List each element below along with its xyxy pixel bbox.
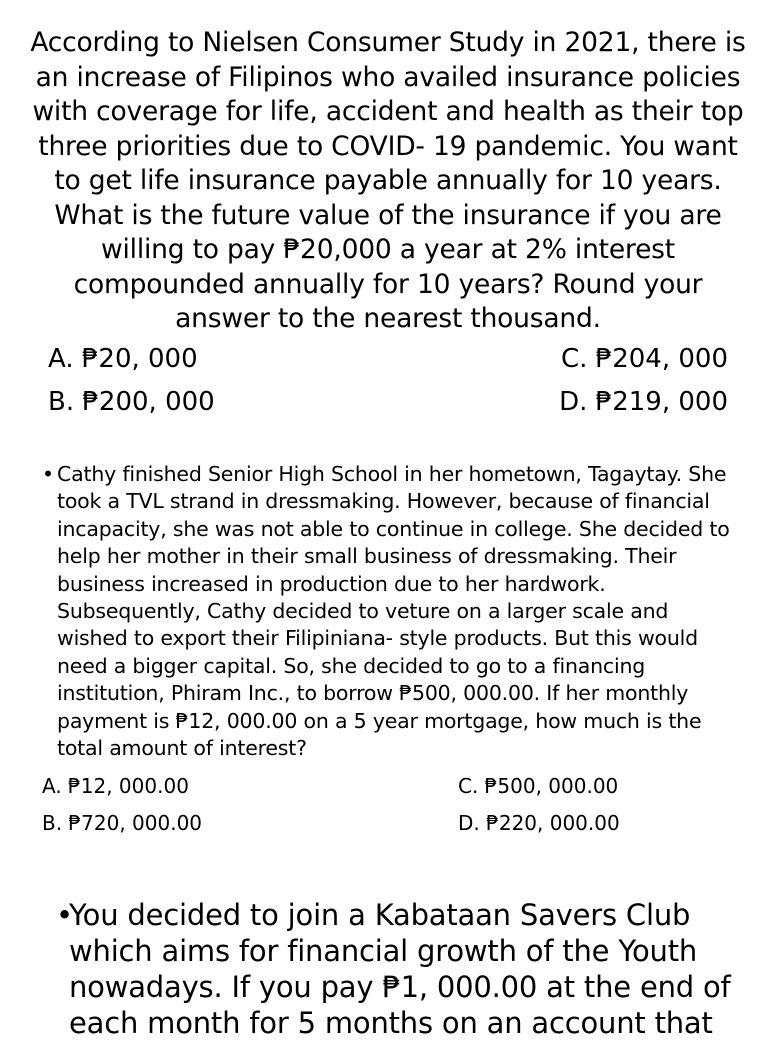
- question-2-choice-c[interactable]: C. ₱500, 000.00: [458, 774, 619, 798]
- question-2: [42, 461, 742, 762]
- question-1-choices-row-2: [48, 386, 728, 418]
- question-1-text: According to Nielsen Consumer Study in 2021, there is an increase of Filipinos who availed insurance policies with coverage for life, accident and health as their top three priorities due to COVID- 19 pandemic. You want to get life insurance payable annually for 10 years. What is the future value of the insurance if you are willing to pay ₱20,000 a year at 2% interest compounded annually for 10 years? Round your answer to the nearest thousand.: [30, 27, 746, 334]
- question-2-text: Cathy finished Senior High School in her hometown, Tagaytay. She took a TVL strand in dressmaking. However, because of financial incapacity, she was not able to continue in college. She decided to help her mother in their small business of dressmaking. Their business increased in production due to her hardwork. Subsequently, Cathy decided to veture on a larger scale and wished to export their Filipiniana- style products. But this would need a bigger capital. So, she decided to go to a financing institution, Phiram Inc., to borrow ₱500, 000.00. If her monthly payment is ₱12, 000.00 on a 5 year mortgage, how much is the total amount of interest?: [57, 462, 730, 761]
- question-1-choice-d[interactable]: D. ₱219, 000: [559, 387, 728, 417]
- question-2-choice-d[interactable]: D. ₱220, 000.00: [458, 811, 620, 835]
- question-2-choice-b[interactable]: B. ₱720, 000.00: [42, 811, 203, 835]
- question-3-text: You decided to join a Kabataan Savers Club which aims for financial growth of the Youth nowadays. If you pay ₱1, 000.00 at the end of each month for 5 months on an account that: [69, 898, 731, 1040]
- question-1-choice-b[interactable]: B. ₱200, 000: [48, 387, 215, 417]
- question-1-choices-row-1: [48, 343, 728, 375]
- question-1-choice-c[interactable]: C. ₱204, 000: [560, 344, 728, 374]
- question-3: [56, 897, 756, 1041]
- question-2-bullet: •: [42, 462, 54, 486]
- question-2-choice-a[interactable]: A. ₱12, 000.00: [42, 774, 189, 798]
- question-1-choice-a[interactable]: A. ₱20, 000: [48, 344, 198, 374]
- question-3-bullet: •: [56, 898, 73, 932]
